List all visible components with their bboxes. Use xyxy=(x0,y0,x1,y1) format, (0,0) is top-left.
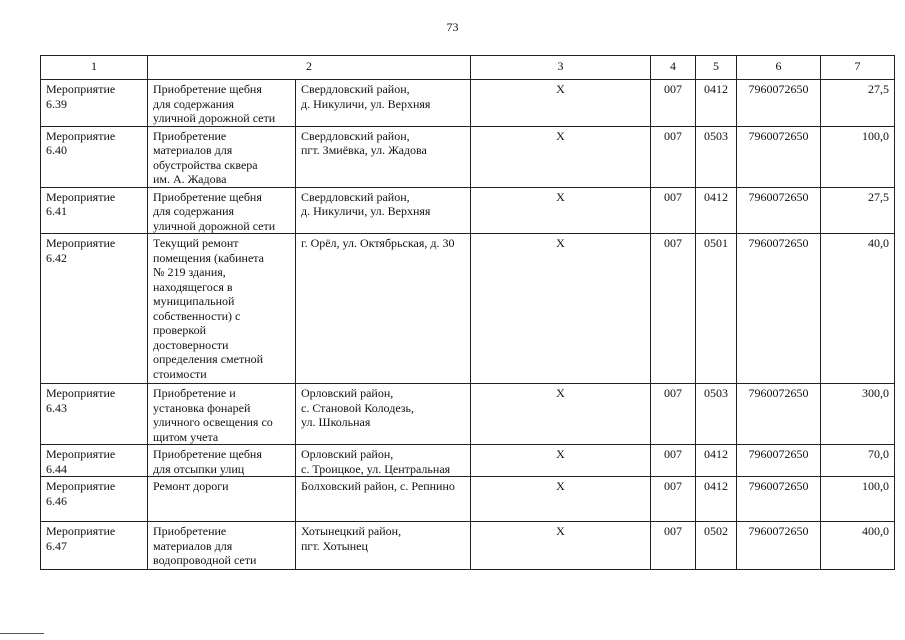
activity-code-4: 007 xyxy=(664,386,682,400)
activity-id: Мероприятие 6.40 xyxy=(46,128,116,157)
header-col-1: 1 xyxy=(41,56,148,80)
activity-name: Приобретение щебня для отсыпки улиц xyxy=(153,447,262,476)
activity-code-6: 7960072650 xyxy=(748,82,809,96)
activity-name: Приобретение щебня для содержания уличной дорожной сети xyxy=(153,82,276,125)
activity-id: Мероприятие 6.42 xyxy=(46,236,116,265)
header-col-2: 2 xyxy=(148,56,471,80)
activity-mark: Х xyxy=(556,447,565,461)
activity-code-4: 007 xyxy=(664,189,682,204)
activity-mark: Х xyxy=(556,82,565,96)
activity-amount: 27,5 xyxy=(868,82,889,96)
activity-mark: Х xyxy=(556,386,565,400)
header-col-5: 5 xyxy=(696,56,737,80)
activity-location: Свердловский район, д. Никуличи, ул. Верхняя xyxy=(301,189,431,218)
activity-code-5: 0412 xyxy=(704,447,728,461)
activities-table xyxy=(40,55,895,570)
activity-code-6: 7960072650 xyxy=(748,128,809,143)
activity-code-5: 0412 xyxy=(704,479,728,493)
activity-name: Приобретение щебня для содержания уличной дорожной сети xyxy=(153,189,276,233)
activity-id: Мероприятие 6.47 xyxy=(46,524,116,553)
activity-code-5: 0412 xyxy=(704,82,728,96)
header-col-6: 6 xyxy=(737,56,821,80)
activity-name: Приобретение материалов для обустройства сквера им. А. Жадова xyxy=(153,128,258,186)
activity-code-4: 007 xyxy=(664,479,682,493)
activity-id: Мероприятие 6.44 xyxy=(46,447,116,476)
activity-name: Приобретение и установка фонарей уличного освещения со щитом учета xyxy=(153,386,273,444)
activity-code-6: 7960072650 xyxy=(748,189,809,204)
table-row xyxy=(41,445,895,477)
activity-code-6: 7960072650 xyxy=(748,479,809,493)
activity-amount: 400,0 xyxy=(862,524,889,538)
activity-code-6: 7960072650 xyxy=(748,524,809,538)
activity-id: Мероприятие 6.39 xyxy=(46,82,116,111)
table-row xyxy=(41,126,895,187)
activity-location: Орловский район, с. Становой Колодезь, ул. Школьная xyxy=(301,386,414,429)
table-row xyxy=(41,477,895,522)
activity-mark: Х xyxy=(556,189,565,204)
activity-amount: 27,5 xyxy=(868,189,889,204)
activity-id: Мероприятие 6.41 xyxy=(46,189,116,218)
activity-amount: 300,0 xyxy=(862,386,889,400)
activity-location: Хотынецкий район, пгт. Хотынец xyxy=(301,524,402,553)
activity-code-6: 7960072650 xyxy=(748,236,809,250)
activity-location: Орловский район, с. Троицкое, ул. Центральная xyxy=(301,447,451,476)
activity-amount: 70,0 xyxy=(868,447,889,461)
activity-code-6: 7960072650 xyxy=(748,386,809,400)
activity-location: Болховский район, с. Репнино xyxy=(301,479,455,493)
table-row xyxy=(41,522,895,570)
activity-code-4: 007 xyxy=(664,82,682,96)
activity-code-6: 7960072650 xyxy=(748,447,809,461)
activity-mark: Х xyxy=(556,236,565,250)
activity-mark: Х xyxy=(556,524,565,538)
activity-name: Ремонт дороги xyxy=(153,479,229,493)
activity-amount: 100,0 xyxy=(862,479,889,493)
activity-mark: Х xyxy=(556,479,565,493)
activity-code-5: 0502 xyxy=(704,524,728,538)
activity-code-4: 007 xyxy=(664,524,682,538)
activity-location: Свердловский район, д. Никуличи, ул. Верхняя xyxy=(301,82,431,111)
activity-code-4: 007 xyxy=(664,447,682,461)
footer-divider xyxy=(0,633,44,634)
table-row xyxy=(41,187,895,234)
activity-code-5: 0503 xyxy=(704,386,728,400)
page-number: 73 xyxy=(446,20,459,34)
activity-location: г. Орёл, ул. Октябрьская, д. 30 xyxy=(301,236,455,250)
table-row xyxy=(41,80,895,127)
activity-code-4: 007 xyxy=(664,128,682,143)
activity-mark: Х xyxy=(556,128,565,143)
header-row xyxy=(41,56,895,80)
table-row xyxy=(41,384,895,445)
activity-code-4: 007 xyxy=(664,236,682,250)
table-row xyxy=(41,234,895,384)
header-col-4: 4 xyxy=(651,56,696,80)
activity-name: Текущий ремонт помещения (кабинета № 219 здания, находящегося в муниципальной собственности) с проверкой достоверности определения сметной стоимости xyxy=(153,236,265,381)
activity-location: Свердловский район, пгт. Змиёвка, ул. Жадова xyxy=(301,128,427,157)
header-col-7: 7 xyxy=(821,56,895,80)
activity-id: Мероприятие 6.43 xyxy=(46,386,116,415)
activity-code-5: 0501 xyxy=(704,236,728,250)
activity-id: Мероприятие 6.46 xyxy=(46,479,116,508)
activity-code-5: 0503 xyxy=(704,128,728,143)
activity-amount: 100,0 xyxy=(862,128,889,143)
activity-name: Приобретение материалов для водопроводной сети xyxy=(153,524,257,567)
activity-code-5: 0412 xyxy=(704,189,728,204)
header-col-3: 3 xyxy=(471,56,651,80)
activity-amount: 40,0 xyxy=(868,236,889,250)
